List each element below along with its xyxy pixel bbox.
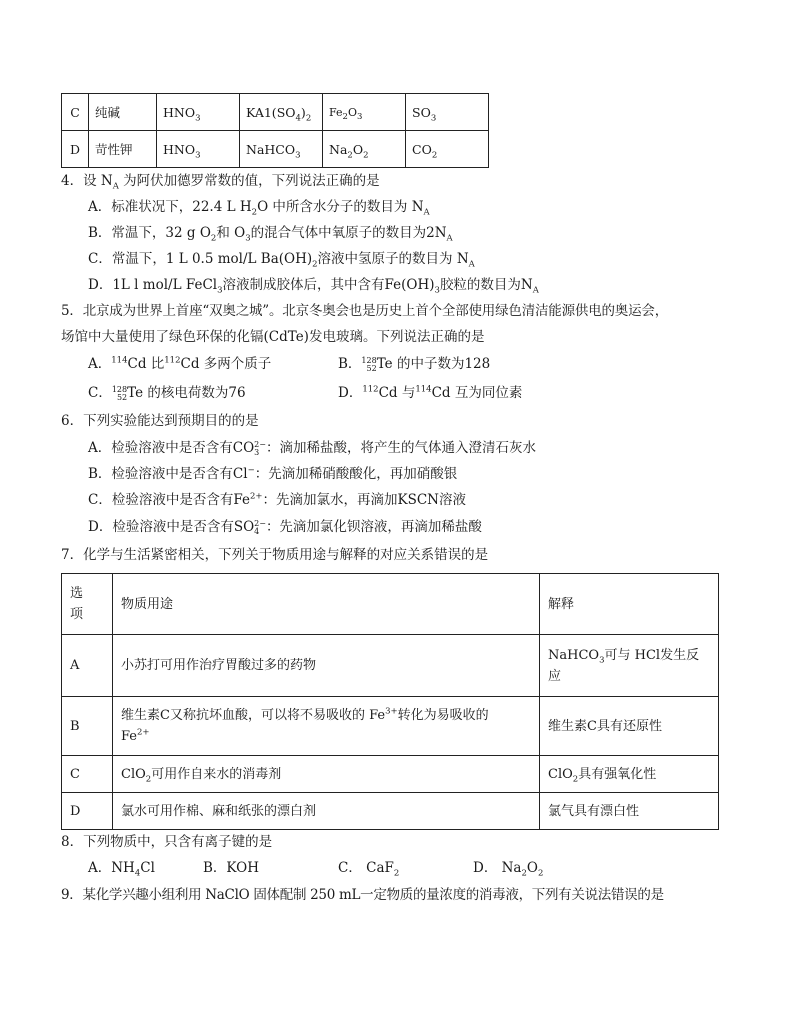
cell-oxide: $Na_2O_2$ — [323, 131, 406, 168]
cell-salt: NaHCO$_3$ — [240, 131, 323, 168]
row-label: D — [62, 131, 89, 168]
question-5-option-c: C．128 52Te 的核电荷数为76 — [88, 384, 246, 402]
question-4-option-d: D．1L l mol/L FeCl$_3$溶液制成胶体后，其中含有$Fe(OH)_3$胶粒的数目为$N_A$ — [88, 277, 539, 296]
table-row — [62, 756, 719, 793]
question-5-option-d: D．$^{112}$Cd 与$^{114}$Cd 互为同位素 — [338, 384, 523, 401]
question-4-option-a: A．标准状况下，22.4 L $H_2O$ 中所含水分子的数目为 $N_A$ — [88, 199, 430, 218]
row-explanation: ClO$_2$具有强氧化性 — [540, 756, 719, 793]
question-5-stem-line2: 场馆中大量使用了绿色环保的化镉(CdTe)发电玻璃。下列说法正确的是 — [61, 329, 485, 345]
question-8-option-d: D． $Na_2O_2$ — [473, 860, 544, 879]
question-7-stem: 7．化学与生活紧密相关，下列关于物质用途与解释的对应关系错误的是 — [61, 547, 489, 563]
header-explanation: 解释 — [540, 574, 719, 635]
cell-acid: $HNO_3$ — [157, 131, 240, 168]
row-id: B — [62, 697, 113, 756]
question-6-option-b: B．检验溶液中是否含有Cl−：先滴加稀硝酸酸化，再加硝酸银 — [88, 465, 458, 482]
question-5-option-a: A．$^{114}$Cd 比$^{112}$Cd 多两个质子 — [88, 355, 272, 372]
row-usage: 小苏打可用作治疗胃酸过多的药物 — [113, 635, 540, 697]
row-usage: 氯水可用作棉、麻和纸张的漂白剂 — [113, 793, 540, 830]
question-4-option-c: C．常温下，1 L 0.5 mol/L $Ba(OH)_2$溶液中氢原子的数目为 $N_A$ — [88, 251, 475, 270]
table-header-row — [62, 574, 719, 635]
row-usage: ClO$_2$可用作自来水的消毒剂 — [113, 756, 540, 793]
row-usage: 维生素C又称抗坏血酸，可以将不易吸收的 $Fe^{3+}$转化为易吸收的 $Fe^{2+}$ — [113, 697, 540, 756]
cell-acid: $HNO_3$ — [157, 94, 240, 131]
cell-name: 苛性钾 — [89, 131, 157, 168]
question-5-stem-line1: 5．北京成为世界上首座“双奥之城”。北京冬奥会也是历史上首个全部使用绿色清洁能源供电的奥运会， — [61, 303, 668, 319]
row-id: C — [62, 756, 113, 793]
row-id: D — [62, 793, 113, 830]
row-explanation: NaHCO$_3$可与 HCl发生反 应 — [540, 635, 719, 697]
cell-name: 纯碱 — [89, 94, 157, 131]
question-6-stem: 6．下列实验能达到预期目的的是 — [61, 413, 259, 429]
question-8-option-a: A．$NH_4Cl$ — [88, 860, 155, 879]
usage-explanation-table — [61, 573, 719, 830]
cell-oxide: $Fe_2O_3$ — [323, 94, 406, 131]
row-explanation: 维生素C具有还原性 — [540, 697, 719, 756]
question-5-option-b: B．128 52Te 的中子数为128 — [338, 355, 491, 373]
row-label: C — [62, 94, 89, 131]
question-8-option-c: C． CaF$_2$ — [338, 860, 400, 879]
question-4-stem: 4．设 $N_A$ 为阿伏加德罗常数的值，下列说法正确的是 — [61, 173, 380, 192]
header-usage: 物质用途 — [113, 574, 540, 635]
table-row — [62, 635, 719, 697]
question-4-option-b: B．常温下，32 g $O_2$和 $O_3$的混合气体中氧原子的数目为$2N_A$ — [88, 225, 453, 244]
row-explanation: 氯气具有漂白性 — [540, 793, 719, 830]
question-6-option-c: C．检验溶液中是否含有$Fe^{2+}$：先滴加氯水，再滴加KSCN溶液 — [88, 491, 466, 508]
question-6-option-a: A．检验溶液中是否含有CO2− 3 ：滴加稀盐酸，将产生的气体通入澄清石灰水 — [88, 439, 536, 457]
question-6-option-d: D．检验溶液中是否含有SO2− 4 ：先滴加氯化钡溶液，再滴加稀盐酸 — [88, 518, 482, 536]
header-option: 选 项 — [62, 574, 113, 635]
question-8-stem: 8．下列物质中，只含有离子键的是 — [61, 834, 273, 850]
cell-salt: $KA1(SO_4)_2$ — [240, 94, 323, 131]
table-row — [62, 697, 719, 756]
table-row — [62, 131, 489, 168]
question-9-stem: 9．某化学兴趣小组利用 NaClO 固体配制 250 mL一定物质的量浓度的消毒液，下列有关说法错误的是 — [61, 887, 664, 903]
cell-gas: $CO_2$ — [406, 131, 489, 168]
table-row — [62, 793, 719, 830]
cell-gas: $SO_3$ — [406, 94, 489, 131]
question-8-option-b: B．KOH — [203, 860, 259, 876]
classification-table — [61, 93, 489, 168]
row-id: A — [62, 635, 113, 697]
table-row — [62, 94, 489, 131]
